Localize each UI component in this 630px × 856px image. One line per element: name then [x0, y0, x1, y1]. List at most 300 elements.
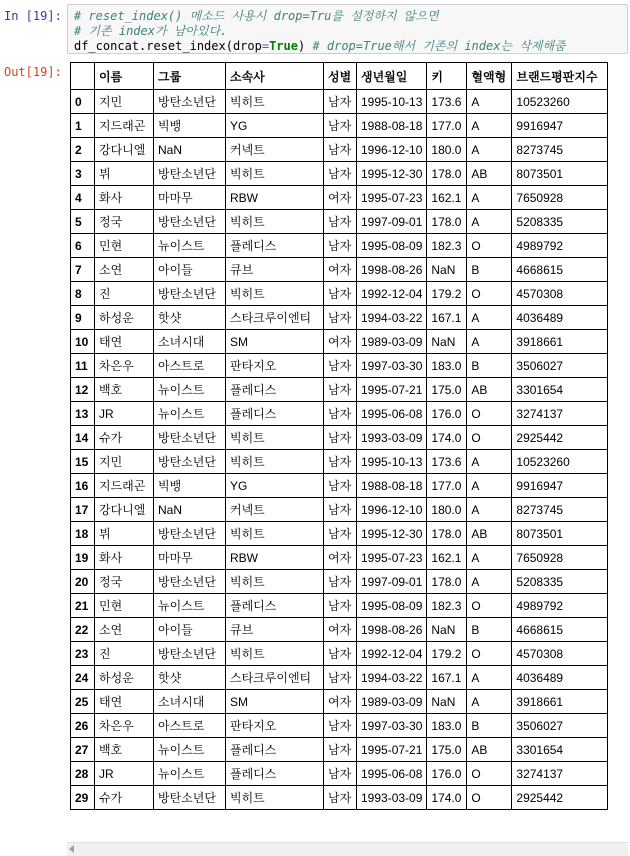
cell-height: 179.2	[427, 642, 467, 666]
cell-name: 하성운	[95, 306, 154, 330]
cell-birthdate: 1996-12-10	[357, 138, 427, 162]
cell-gender: 남자	[324, 402, 357, 426]
table-row	[71, 546, 608, 570]
cell-height: NaN	[427, 690, 467, 714]
cell-group: 방탄소년단	[154, 570, 226, 594]
cell-name: 강다니엘	[95, 498, 154, 522]
cell-height: 174.0	[427, 786, 467, 810]
table-row	[71, 234, 608, 258]
cell-blood-type: O	[467, 642, 512, 666]
cell-name: 백호	[95, 738, 154, 762]
cell-name: JR	[95, 762, 154, 786]
cell-brand-index: 3274137	[512, 402, 608, 426]
cell-brand-index: 4036489	[512, 306, 608, 330]
row-index: 11	[71, 354, 95, 378]
cell-name: 소연	[95, 258, 154, 282]
code-line-1: # reset_index() 메소드 사용시 drop=Tru를 설정하지 않으면	[74, 9, 439, 23]
cell-birthdate: 1988-08-18	[357, 474, 427, 498]
cell-birthdate: 1995-06-08	[357, 402, 427, 426]
column-header-birthdate: 생년월일	[357, 63, 427, 90]
cell-agency: 큐브	[226, 258, 324, 282]
cell-agency: 빅히트	[226, 90, 324, 114]
cell-agency: 플레디스	[226, 402, 324, 426]
cell-blood-type: A	[467, 570, 512, 594]
cell-height: 183.0	[427, 354, 467, 378]
table-row	[71, 162, 608, 186]
cell-gender: 남자	[324, 570, 357, 594]
cell-brand-index: 3506027	[512, 714, 608, 738]
column-header-index	[71, 63, 95, 90]
cell-gender: 남자	[324, 738, 357, 762]
cell-height: 162.1	[427, 186, 467, 210]
cell-brand-index: 9916947	[512, 474, 608, 498]
cell-blood-type: A	[467, 138, 512, 162]
column-header-blood-type: 혈액형	[467, 63, 512, 90]
cell-agency: 플레디스	[226, 234, 324, 258]
cell-height: 178.0	[427, 570, 467, 594]
cell-birthdate: 1995-10-13	[357, 450, 427, 474]
cell-agency: SM	[226, 330, 324, 354]
cell-height: 180.0	[427, 498, 467, 522]
cell-agency: 커넥트	[226, 138, 324, 162]
cell-gender: 여자	[324, 258, 357, 282]
cell-brand-index: 5208335	[512, 570, 608, 594]
cell-birthdate: 1995-12-30	[357, 162, 427, 186]
cell-name: 진	[95, 642, 154, 666]
cell-agency: SM	[226, 690, 324, 714]
cell-height: NaN	[427, 618, 467, 642]
cell-name: 백호	[95, 378, 154, 402]
cell-height: 176.0	[427, 762, 467, 786]
row-index: 29	[71, 786, 95, 810]
cell-agency: YG	[226, 114, 324, 138]
cell-agency: 빅히트	[226, 210, 324, 234]
table-row	[71, 330, 608, 354]
horizontal-scrollbar[interactable]	[67, 842, 628, 856]
cell-height: 162.1	[427, 546, 467, 570]
table-row	[71, 402, 608, 426]
table-row	[71, 138, 608, 162]
cell-birthdate: 1988-08-18	[357, 114, 427, 138]
table-row	[71, 762, 608, 786]
table-row	[71, 690, 608, 714]
row-index: 13	[71, 402, 95, 426]
cell-blood-type: O	[467, 402, 512, 426]
cell-height: 180.0	[427, 138, 467, 162]
row-index: 7	[71, 258, 95, 282]
cell-blood-type: O	[467, 762, 512, 786]
cell-agency: 빅히트	[226, 450, 324, 474]
cell-group: 방탄소년단	[154, 786, 226, 810]
row-index: 6	[71, 234, 95, 258]
cell-group: 뉴이스트	[154, 234, 226, 258]
cell-gender: 남자	[324, 210, 357, 234]
cell-name: 뷔	[95, 162, 154, 186]
cell-group: 빅뱅	[154, 474, 226, 498]
cell-blood-type: A	[467, 498, 512, 522]
table-row	[71, 570, 608, 594]
output-area	[67, 62, 628, 852]
cell-blood-type: B	[467, 618, 512, 642]
code-line-2: # 기존 index가 남아있다.	[74, 24, 228, 38]
cell-group: 핫샷	[154, 666, 226, 690]
cell-group: 방탄소년단	[154, 642, 226, 666]
cell-gender: 남자	[324, 90, 357, 114]
cell-blood-type: B	[467, 714, 512, 738]
cell-gender: 남자	[324, 474, 357, 498]
row-index: 20	[71, 570, 95, 594]
row-index: 21	[71, 594, 95, 618]
cell-blood-type: AB	[467, 738, 512, 762]
cell-name: 화사	[95, 546, 154, 570]
cell-group: NaN	[154, 138, 226, 162]
row-index: 9	[71, 306, 95, 330]
row-index: 3	[71, 162, 95, 186]
cell-name: 지민	[95, 450, 154, 474]
cell-name: 소연	[95, 618, 154, 642]
row-index: 15	[71, 450, 95, 474]
cell-gender: 여자	[324, 546, 357, 570]
row-index: 18	[71, 522, 95, 546]
table-row	[71, 618, 608, 642]
cell-agency: 스타크루이엔티	[226, 666, 324, 690]
cell-brand-index: 10523260	[512, 450, 608, 474]
column-header-brand-index: 브랜드평판지수	[512, 63, 608, 90]
cell-brand-index: 4570308	[512, 642, 608, 666]
column-header-group: 그룹	[154, 63, 226, 90]
table-row	[71, 642, 608, 666]
cell-brand-index: 3918661	[512, 690, 608, 714]
cell-height: 182.3	[427, 594, 467, 618]
cell-birthdate: 1992-12-04	[357, 282, 427, 306]
cell-brand-index: 3301654	[512, 378, 608, 402]
cell-gender: 남자	[324, 522, 357, 546]
cell-group: 아이들	[154, 258, 226, 282]
cell-agency: 빅히트	[226, 162, 324, 186]
cell-birthdate: 1998-08-26	[357, 618, 427, 642]
cell-group: 방탄소년단	[154, 210, 226, 234]
cell-height: 178.0	[427, 210, 467, 234]
code-line-3: df_concat.reset_index(drop=True) # drop=True해서 기존의 index는 삭제해줌	[74, 39, 566, 53]
column-header-name: 이름	[95, 63, 154, 90]
table-row	[71, 186, 608, 210]
cell-brand-index: 2925442	[512, 426, 608, 450]
cell-agency: 빅히트	[226, 426, 324, 450]
cell-name: 하성운	[95, 666, 154, 690]
cell-group: 방탄소년단	[154, 282, 226, 306]
cell-gender: 여자	[324, 618, 357, 642]
cell-name: 정국	[95, 210, 154, 234]
cell-birthdate: 1995-07-23	[357, 546, 427, 570]
cell-brand-index: 8073501	[512, 162, 608, 186]
cell-blood-type: AB	[467, 378, 512, 402]
cell-birthdate: 1995-12-30	[357, 522, 427, 546]
cell-group: 아스트로	[154, 354, 226, 378]
cell-birthdate: 1997-09-01	[357, 210, 427, 234]
cell-name: JR	[95, 402, 154, 426]
cell-blood-type: B	[467, 258, 512, 282]
cell-birthdate: 1995-08-09	[357, 234, 427, 258]
cell-birthdate: 1994-03-22	[357, 666, 427, 690]
cell-blood-type: B	[467, 354, 512, 378]
cell-group: 뉴이스트	[154, 738, 226, 762]
cell-height: NaN	[427, 258, 467, 282]
cell-agency: RBW	[226, 186, 324, 210]
cell-brand-index: 2925442	[512, 786, 608, 810]
cell-birthdate: 1998-08-26	[357, 258, 427, 282]
cell-name: 차은우	[95, 354, 154, 378]
cell-name: 슈가	[95, 426, 154, 450]
cell-height: 178.0	[427, 522, 467, 546]
cell-brand-index: 4989792	[512, 234, 608, 258]
cell-blood-type: A	[467, 450, 512, 474]
row-index: 25	[71, 690, 95, 714]
cell-group: 빅뱅	[154, 114, 226, 138]
cell-gender: 남자	[324, 282, 357, 306]
cell-group: 아이들	[154, 618, 226, 642]
cell-agency: 빅히트	[226, 282, 324, 306]
cell-blood-type: A	[467, 474, 512, 498]
cell-brand-index: 3918661	[512, 330, 608, 354]
output-prompt: Out[19]:	[4, 65, 62, 79]
cell-gender: 남자	[324, 426, 357, 450]
cell-agency: 플레디스	[226, 738, 324, 762]
cell-birthdate: 1992-12-04	[357, 642, 427, 666]
cell-gender: 남자	[324, 138, 357, 162]
column-header-gender: 성별	[324, 63, 357, 90]
cell-agency: 빅히트	[226, 522, 324, 546]
cell-birthdate: 1994-03-22	[357, 306, 427, 330]
cell-brand-index: 4668615	[512, 618, 608, 642]
cell-name: 민현	[95, 234, 154, 258]
cell-name: 태연	[95, 690, 154, 714]
row-index: 10	[71, 330, 95, 354]
cell-height: NaN	[427, 330, 467, 354]
row-index: 17	[71, 498, 95, 522]
cell-birthdate: 1995-08-09	[357, 594, 427, 618]
row-index: 16	[71, 474, 95, 498]
cell-agency: 큐브	[226, 618, 324, 642]
table-row	[71, 282, 608, 306]
cell-blood-type: A	[467, 546, 512, 570]
table-row	[71, 258, 608, 282]
row-index: 5	[71, 210, 95, 234]
cell-gender: 남자	[324, 378, 357, 402]
cell-birthdate: 1993-03-09	[357, 786, 427, 810]
cell-blood-type: A	[467, 330, 512, 354]
table-row	[71, 594, 608, 618]
cell-brand-index: 9916947	[512, 114, 608, 138]
table-row	[71, 114, 608, 138]
cell-name: 정국	[95, 570, 154, 594]
cell-gender: 남자	[324, 114, 357, 138]
cell-blood-type: A	[467, 90, 512, 114]
cell-birthdate: 1989-03-09	[357, 690, 427, 714]
cell-height: 183.0	[427, 714, 467, 738]
table-row	[71, 738, 608, 762]
cell-group: 뉴이스트	[154, 378, 226, 402]
cell-brand-index: 5208335	[512, 210, 608, 234]
table-row	[71, 714, 608, 738]
cell-gender: 여자	[324, 690, 357, 714]
cell-brand-index: 10523260	[512, 90, 608, 114]
cell-blood-type: O	[467, 426, 512, 450]
cell-birthdate: 1995-07-23	[357, 186, 427, 210]
cell-gender: 남자	[324, 642, 357, 666]
cell-name: 지드래곤	[95, 114, 154, 138]
cell-brand-index: 8073501	[512, 522, 608, 546]
cell-gender: 남자	[324, 786, 357, 810]
cell-name: 차은우	[95, 714, 154, 738]
cell-blood-type: O	[467, 786, 512, 810]
cell-brand-index: 3301654	[512, 738, 608, 762]
cell-height: 175.0	[427, 738, 467, 762]
cell-group: 뉴이스트	[154, 402, 226, 426]
cell-gender: 남자	[324, 666, 357, 690]
cell-gender: 남자	[324, 306, 357, 330]
dataframe-table	[70, 62, 608, 810]
cell-height: 179.2	[427, 282, 467, 306]
cell-blood-type: A	[467, 186, 512, 210]
cell-blood-type: O	[467, 282, 512, 306]
row-index: 26	[71, 714, 95, 738]
cell-height: 167.1	[427, 306, 467, 330]
row-index: 12	[71, 378, 95, 402]
cell-name: 지민	[95, 90, 154, 114]
cell-blood-type: AB	[467, 522, 512, 546]
cell-group: 마마무	[154, 546, 226, 570]
cell-gender: 남자	[324, 234, 357, 258]
cell-blood-type: A	[467, 666, 512, 690]
cell-agency: 빅히트	[226, 786, 324, 810]
cell-birthdate: 1997-03-30	[357, 714, 427, 738]
cell-name: 진	[95, 282, 154, 306]
code-cell[interactable]	[67, 4, 628, 54]
cell-blood-type: A	[467, 690, 512, 714]
cell-agency: 플레디스	[226, 378, 324, 402]
cell-height: 173.6	[427, 90, 467, 114]
row-index: 2	[71, 138, 95, 162]
cell-brand-index: 7650928	[512, 546, 608, 570]
cell-agency: 스타크루이엔티	[226, 306, 324, 330]
cell-group: 소녀시대	[154, 330, 226, 354]
cell-brand-index: 7650928	[512, 186, 608, 210]
cell-height: 177.0	[427, 474, 467, 498]
cell-agency: 플레디스	[226, 594, 324, 618]
cell-group: 방탄소년단	[154, 162, 226, 186]
row-index: 8	[71, 282, 95, 306]
table-row	[71, 426, 608, 450]
cell-agency: 커넥트	[226, 498, 324, 522]
cell-gender: 남자	[324, 714, 357, 738]
cell-blood-type: A	[467, 306, 512, 330]
row-index: 24	[71, 666, 95, 690]
cell-blood-type: A	[467, 114, 512, 138]
cell-brand-index: 4668615	[512, 258, 608, 282]
cell-birthdate: 1995-06-08	[357, 762, 427, 786]
cell-group: 방탄소년단	[154, 450, 226, 474]
cell-gender: 남자	[324, 498, 357, 522]
cell-agency: RBW	[226, 546, 324, 570]
cell-group: 핫샷	[154, 306, 226, 330]
cell-name: 지드래곤	[95, 474, 154, 498]
cell-brand-index: 4989792	[512, 594, 608, 618]
cell-group: 방탄소년단	[154, 522, 226, 546]
cell-agency: 판타지오	[226, 714, 324, 738]
cell-gender: 남자	[324, 762, 357, 786]
row-index: 19	[71, 546, 95, 570]
table-row	[71, 90, 608, 114]
table-row	[71, 306, 608, 330]
cell-group: 마마무	[154, 186, 226, 210]
cell-agency: 빅히트	[226, 570, 324, 594]
cell-birthdate: 1995-07-21	[357, 378, 427, 402]
cell-birthdate: 1993-03-09	[357, 426, 427, 450]
cell-height: 177.0	[427, 114, 467, 138]
cell-height: 176.0	[427, 402, 467, 426]
row-index: 23	[71, 642, 95, 666]
cell-gender: 여자	[324, 186, 357, 210]
table-row	[71, 498, 608, 522]
cell-birthdate: 1995-10-13	[357, 90, 427, 114]
table-row	[71, 522, 608, 546]
cell-group: 방탄소년단	[154, 426, 226, 450]
cell-height: 173.6	[427, 450, 467, 474]
table-row	[71, 474, 608, 498]
table-row	[71, 786, 608, 810]
table-row	[71, 378, 608, 402]
row-index: 1	[71, 114, 95, 138]
cell-brand-index: 4570308	[512, 282, 608, 306]
cell-agency: 빅히트	[226, 642, 324, 666]
cell-group: 방탄소년단	[154, 90, 226, 114]
cell-height: 178.0	[427, 162, 467, 186]
cell-blood-type: O	[467, 234, 512, 258]
chevron-left-icon[interactable]	[69, 845, 74, 853]
cell-height: 167.1	[427, 666, 467, 690]
cell-brand-index: 8273745	[512, 138, 608, 162]
cell-blood-type: AB	[467, 162, 512, 186]
cell-blood-type: A	[467, 210, 512, 234]
row-index: 27	[71, 738, 95, 762]
cell-agency: 판타지오	[226, 354, 324, 378]
cell-agency: YG	[226, 474, 324, 498]
cell-group: 뉴이스트	[154, 762, 226, 786]
cell-brand-index: 4036489	[512, 666, 608, 690]
cell-group: 아스트로	[154, 714, 226, 738]
cell-brand-index: 8273745	[512, 498, 608, 522]
row-index: 14	[71, 426, 95, 450]
cell-name: 화사	[95, 186, 154, 210]
cell-group: 뉴이스트	[154, 594, 226, 618]
row-index: 4	[71, 186, 95, 210]
cell-birthdate: 1989-03-09	[357, 330, 427, 354]
cell-agency: 플레디스	[226, 762, 324, 786]
cell-height: 182.3	[427, 234, 467, 258]
cell-birthdate: 1997-09-01	[357, 570, 427, 594]
cell-gender: 남자	[324, 354, 357, 378]
cell-group: NaN	[154, 498, 226, 522]
cell-name: 태연	[95, 330, 154, 354]
table-row	[71, 354, 608, 378]
cell-brand-index: 3506027	[512, 354, 608, 378]
cell-name: 뷔	[95, 522, 154, 546]
cell-blood-type: O	[467, 594, 512, 618]
cell-height: 175.0	[427, 378, 467, 402]
table-row	[71, 450, 608, 474]
table-row	[71, 666, 608, 690]
cell-group: 소녀시대	[154, 690, 226, 714]
